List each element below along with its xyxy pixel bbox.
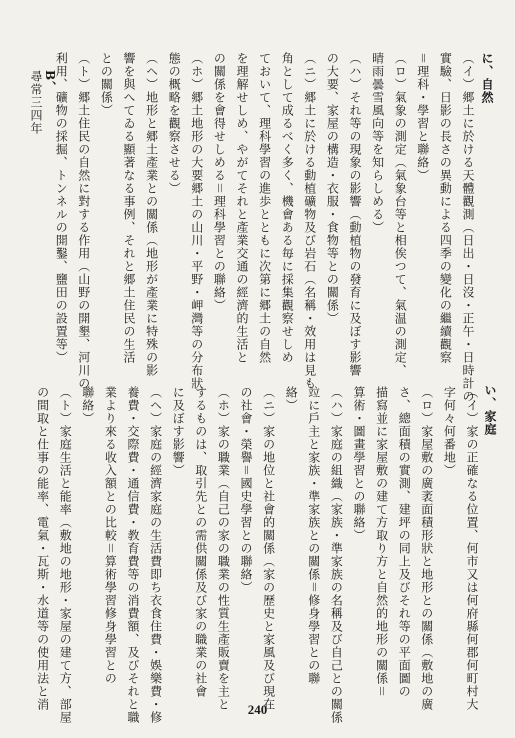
- home-text-column-9: 絡）: [284, 386, 299, 412]
- home-text-column-10: （ニ）家の地位と社會的關係（家の歷史と家風及び現在: [261, 386, 276, 711]
- home-text-column-4: さ、總面積の實測、建坪の同上及びそれ等の平面圖の: [397, 386, 412, 698]
- nature-text-column-18: （ト）郷土住民の自然に對する作用（山野の開墾、河川の: [76, 52, 91, 390]
- nature-text-column-5: 晴雨曇雪風向等を知らしめる）: [370, 52, 385, 234]
- nature-text-column-6: （ハ）それ等の現象の影響（動植物の發育に及ぼす影響: [348, 52, 362, 377]
- nature-text-column-2: 實驗、日影の長さの異動による四季の變化の繼續觀察: [438, 52, 453, 364]
- nature-text-column-11: を理解せしめ、やがてそれと產業交通の經濟的生活と: [235, 52, 249, 364]
- nature-text-column-17: との關係）: [99, 52, 114, 117]
- section-heading-home: い、家庭: [483, 384, 497, 436]
- home-text-column-18: 聯絡）: [80, 386, 95, 425]
- nature-text-column-3: ＝理科・學習と聯絡）: [415, 52, 430, 183]
- home-text-column-17: 業より來る收入額との比較＝算術學習修身學習との: [103, 386, 118, 686]
- home-text-column-13: するものは、取引先との需供關係及び家の職業の社會: [193, 386, 208, 698]
- grade-label: 尋常三四年: [29, 70, 43, 135]
- nature-text-column-19: 利用、礦物の採掘、トンネルの開鑿、鹽田の設置等）: [54, 52, 69, 364]
- nature-text-column-10: ておいて、理科學習の進歩とともに次第に郷土の自然: [257, 52, 272, 364]
- home-text-column-12: （ホ）家の職業（自己の家の職業の性質生產販賣を主と: [216, 386, 231, 711]
- nature-text-column-12: の關係を會得せしめる＝理科學習との聯絡）: [212, 52, 227, 313]
- home-text-column-3: （ロ）家屋敷の廣袤面積形狀と地形との關係（敷地の廣: [419, 386, 434, 711]
- home-text-column-1: （イ）家の正確なる位置、何市又は何府縣何郡何町村大: [465, 386, 479, 711]
- section-heading-nature: に、自然: [480, 52, 494, 104]
- nature-text-column-8: （ニ）郷土に於ける動植礦物及び岩石（名稱・效用は見も: [302, 52, 317, 390]
- home-text-column-8: 竝に戶主と家族・準家族との關係＝修身學習との聯: [306, 386, 321, 686]
- home-text-column-5: 描寫並に家屋敷の建て方取り方と自然的地形の關係＝: [374, 386, 389, 699]
- nature-text-column-14: 態の概略を觀察させる）: [167, 52, 182, 195]
- home-text-column-14: に及ぼす影響）: [171, 386, 186, 477]
- nature-text-column-15: （ヘ）地形と郷土產業との關係（地形が產業に特殊の影: [144, 52, 159, 377]
- home-text-column-16: 養費・交際費・通信費・教育費等の消費額、及びそれと職: [126, 386, 140, 724]
- home-text-column-15: （ヘ）家庭の經濟家庭の生活費即ち衣食住費・娛樂費・修: [148, 386, 163, 724]
- section-label-b: B、: [43, 70, 57, 95]
- page-number: 240: [247, 702, 268, 717]
- home-text-column-20: の間取と仕事の能率、電氣・瓦斯・水道等の使用法と消: [35, 386, 50, 711]
- home-text-column-7: （ハ）家庭の組織（家族・準家族の名稱及び自己との關係: [329, 386, 344, 724]
- home-text-column-11: の社會・榮譽＝國史學習との聯絡）: [239, 386, 253, 595]
- home-text-column-6: 算術・圖畫學習との聯絡）: [352, 386, 366, 542]
- home-text-column-19: （ト）家庭生活と能率（敷地の地形・家屋の建て方、部屋: [58, 386, 73, 724]
- nature-text-column-9: 角として成るべく多く、機會ある毎に採集觀察せしめ: [280, 52, 295, 364]
- nature-text-column-16: 響を與へてゐる顯著なる事例、それと郷土住民の生活: [122, 52, 136, 364]
- nature-text-column-1: （イ）郷土に於ける天體觀測（日出・日沒・正午・日時計の: [461, 52, 475, 403]
- nature-text-column-4: （ロ）氣象の測定（氣象台等と相俟つて、氣温の測定、: [393, 52, 408, 377]
- nature-text-column-13: （ホ）郷土地形の大要郷土の山川・平野・岬灣等の分布狀: [189, 52, 204, 390]
- home-text-column-2: 字何々何番地）: [442, 386, 457, 477]
- nature-text-column-7: の大要、家屋の構造・衣服・食物等との關係）: [325, 52, 340, 325]
